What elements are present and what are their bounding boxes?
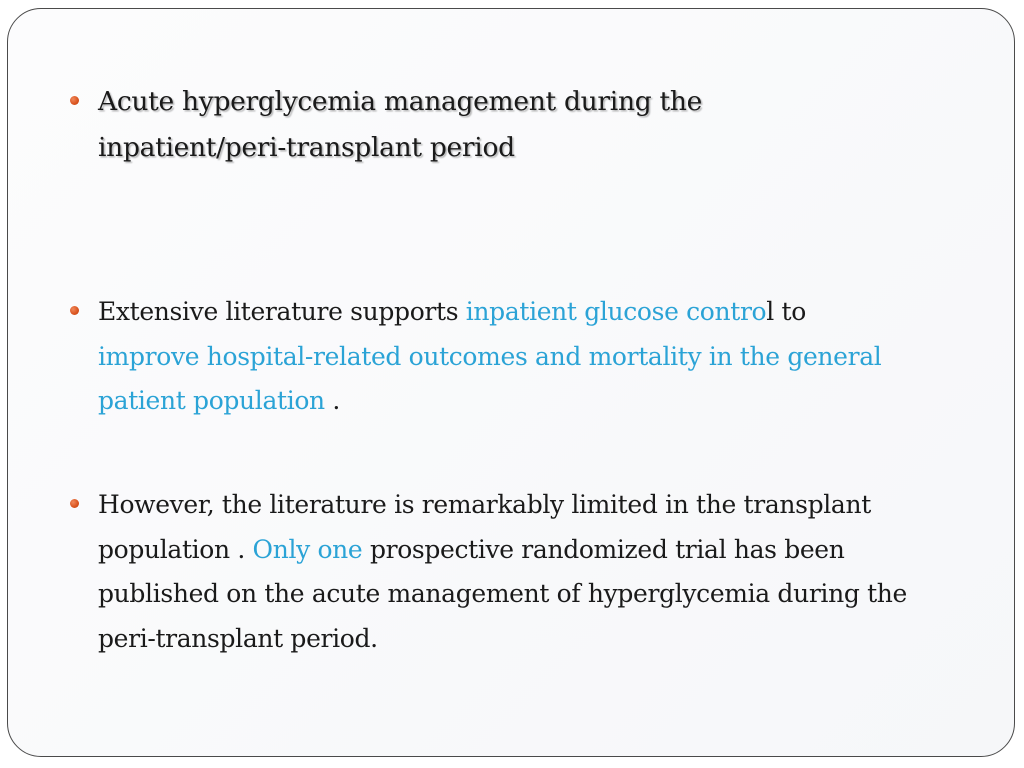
p1-highlight-outcomes-line1: improve hospital-related outcomes and mortality in the general [98,341,882,371]
heading-line-2: inpatient/peri-transplant period [98,132,515,163]
bullet-heading [70,79,960,171]
bullet-dot-icon [70,306,79,315]
p2-highlight-only-one: Only one [252,534,363,564]
slide-frame [7,8,1015,757]
p2-line-2-text-1: population . [98,534,253,564]
bullet-literature-limited [70,483,960,661]
p2-line-1: However, the literature is remarkably limited in the transplant [98,490,871,519]
heading-text [98,79,960,171]
heading-line-1: Acute hyperglycemia management during the [98,86,703,117]
p1-text-1: Extensive literature supports [98,297,466,326]
p1-highlight-glucose-control: inpatient glucose contro [465,297,767,326]
p2-line-2-text-2: prospective randomized trial has been [362,534,845,564]
p1-text-2: l to [766,297,806,326]
p1-highlight-outcomes-line2: patient population [98,386,325,415]
p1-text-3: . [324,386,340,415]
bullet-dot-icon [70,499,79,508]
p2-line-4: peri-transplant period. [98,623,378,653]
bullet-dot-icon [70,96,79,105]
paragraph-1 [98,290,960,424]
paragraph-2 [98,483,960,661]
p2-line-3: published on the acute management of hyperglycemia during the [98,579,907,608]
bullet-literature-supports [70,290,960,424]
